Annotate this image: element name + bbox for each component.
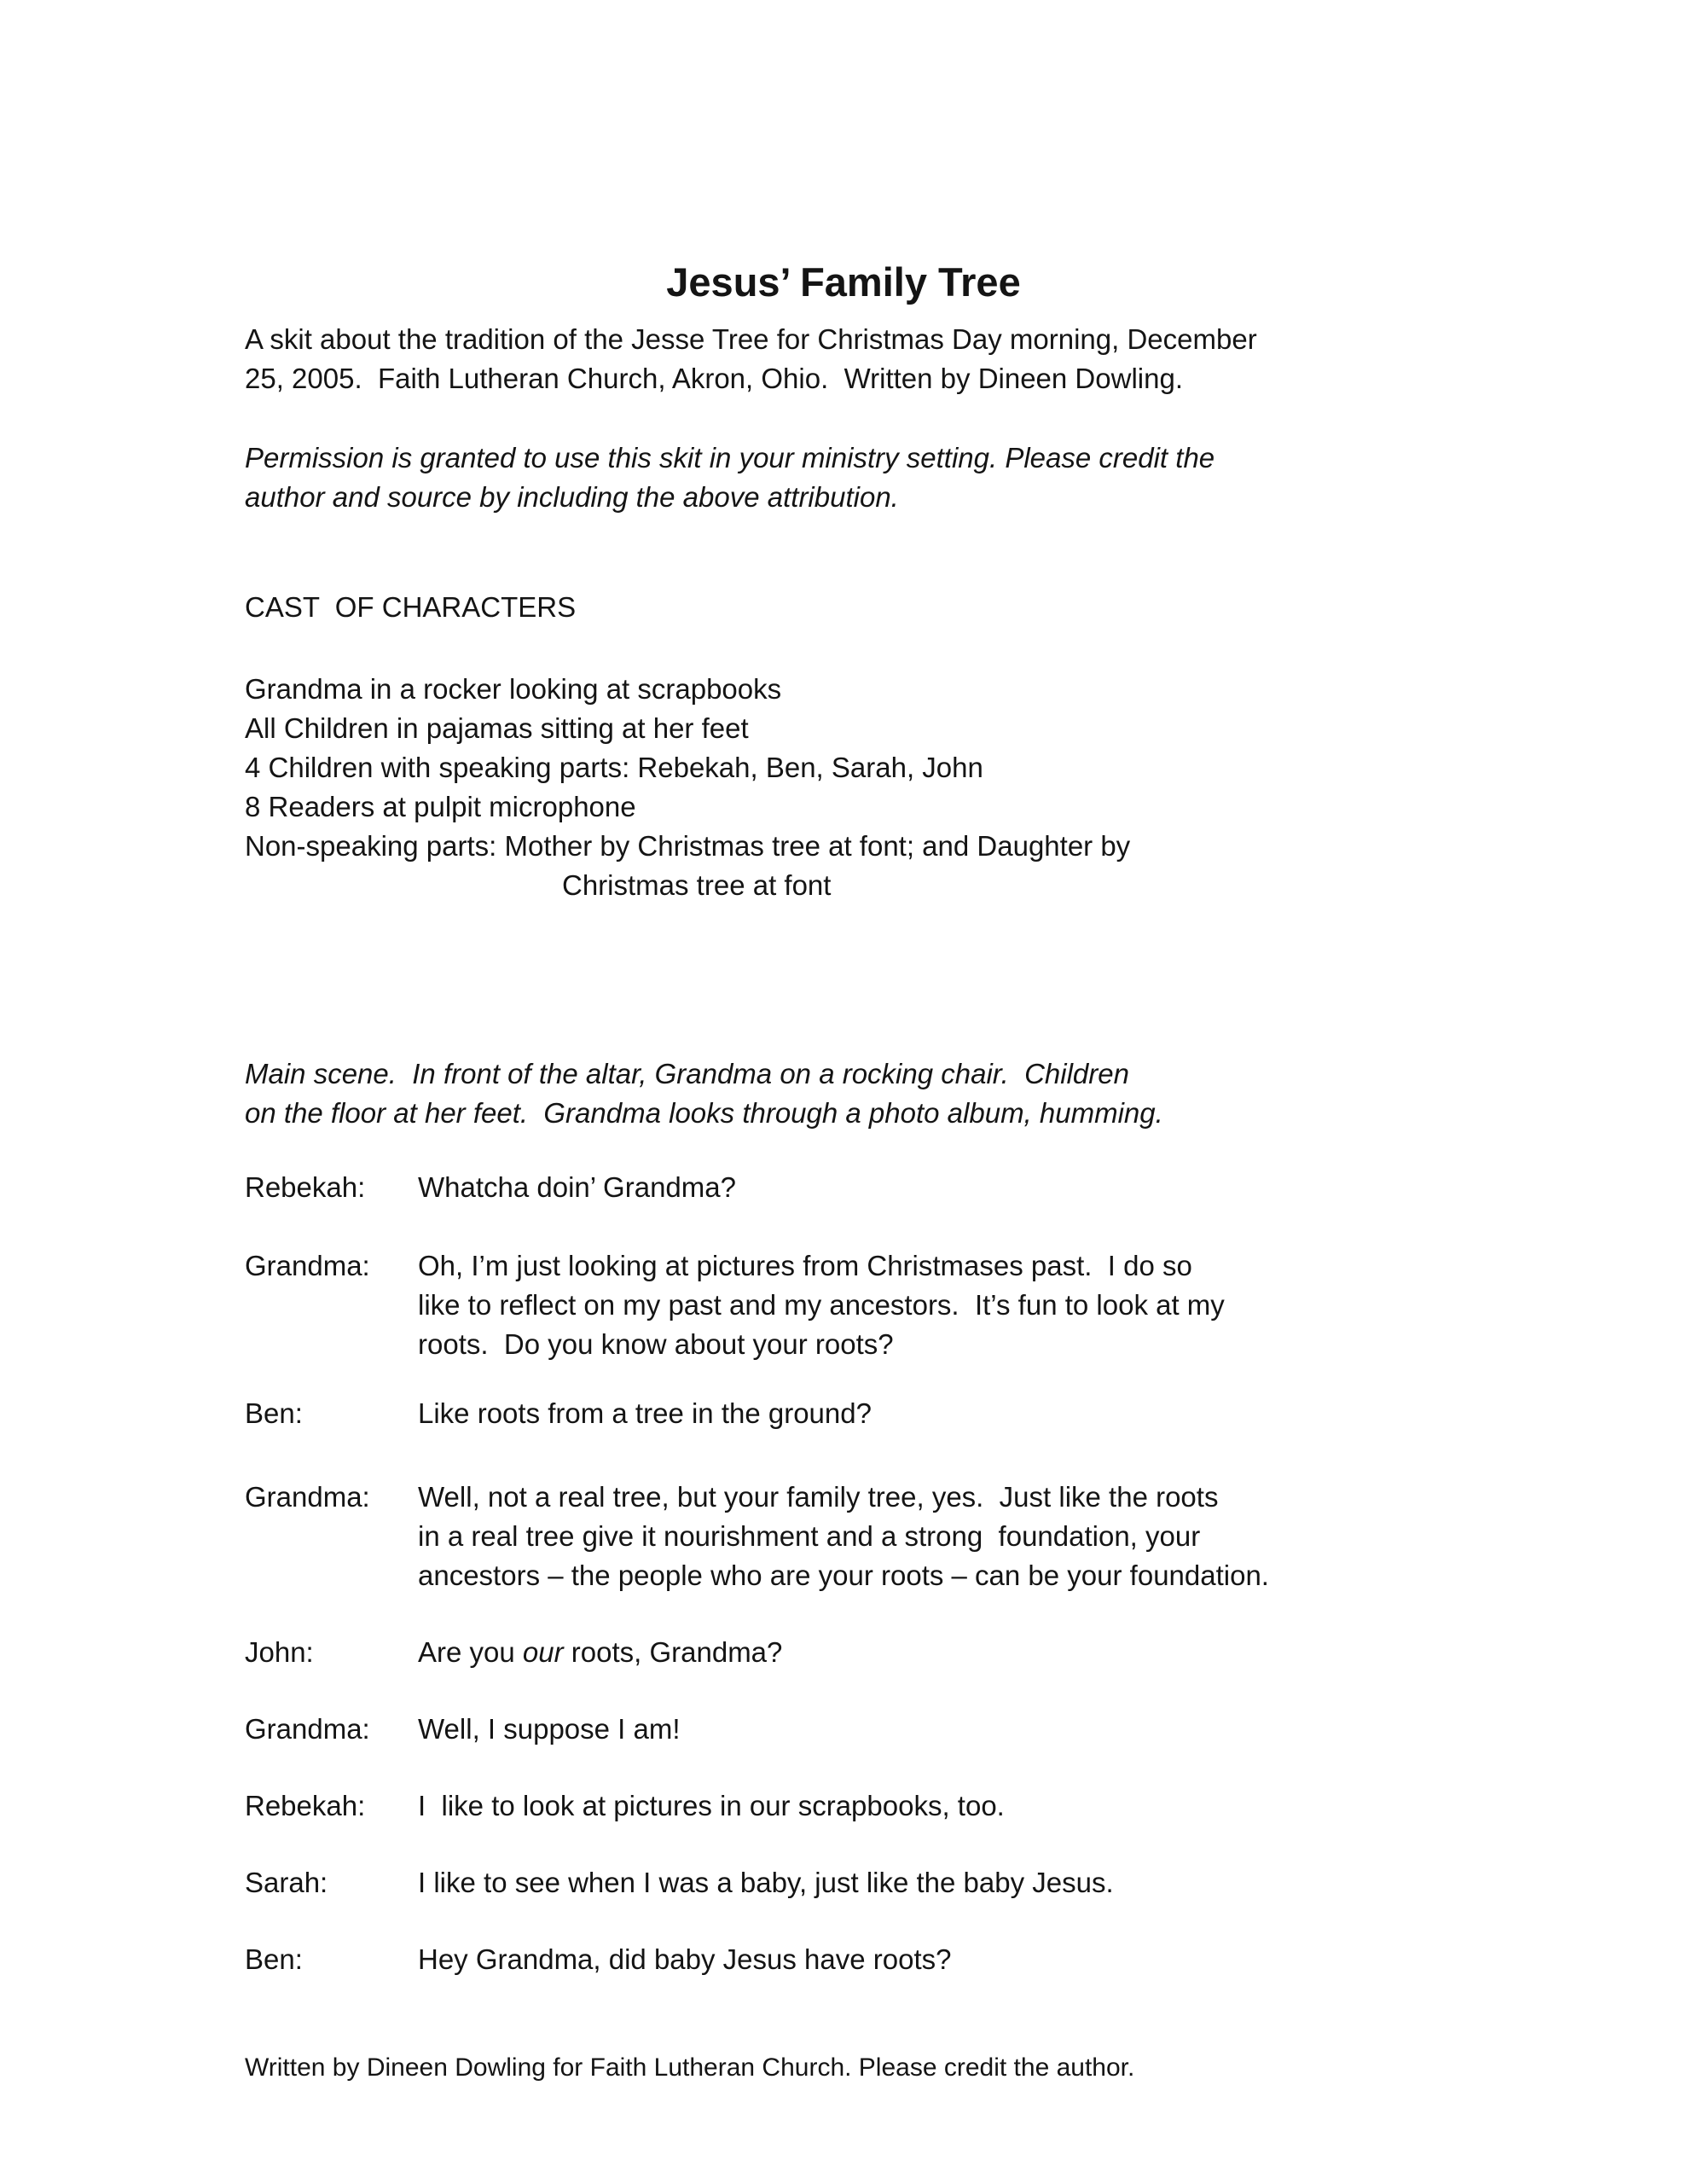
speech-line: Like roots from a tree in the ground? — [418, 1397, 872, 1429]
speech-line: Are you our roots, Grandma? — [418, 1636, 783, 1668]
attribution-line: 25, 2005. Faith Lutheran Church, Akron, Ohio. Written by Dineen Dowling. — [245, 363, 1183, 394]
scene-line: on the floor at her feet. Grandma looks through a photo album, humming. — [245, 1097, 1163, 1129]
attribution-line: A skit about the tradition of the Jesse Tree for Christmas Day morning, December — [245, 323, 1257, 355]
speaker-label: John: — [245, 1636, 314, 1668]
speaker-label: Sarah: — [245, 1867, 328, 1898]
speaker-label: Rebekah: — [245, 1790, 366, 1821]
scene-direction — [245, 1054, 1442, 1133]
speaker-label: Rebekah: — [245, 1171, 366, 1203]
speech-line: Well, I suppose I am! — [418, 1713, 681, 1745]
speech-line: roots. Do you know about your roots? — [418, 1328, 894, 1360]
cast-item: 4 Children with speaking parts: Rebekah, Ben, Sarah, John — [245, 752, 983, 783]
speech-line: I like to look at pictures in our scrapbooks, too. — [418, 1790, 1005, 1821]
dialogue-grandma-3 — [245, 1710, 1442, 1749]
dialogue-rebekah-2 — [245, 1786, 1442, 1826]
permission-paragraph — [245, 439, 1442, 517]
speech-line: ancestors – the people who are your roots – can be your foundation. — [418, 1560, 1269, 1591]
speech-line: like to reflect on my past and my ancestors. It’s fun to look at my — [418, 1289, 1225, 1321]
cast-item: 8 Readers at pulpit microphone — [245, 791, 636, 822]
speech-line: Hey Grandma, did baby Jesus have roots? — [418, 1943, 952, 1975]
permission-line: Permission is granted to use this skit in your ministry setting. Please credit the — [245, 442, 1215, 473]
dialogue-sarah-1 — [245, 1863, 1442, 1902]
cast-heading: CAST OF CHARACTERS — [245, 591, 577, 623]
speech-line: Well, not a real tree, but your family tree, yes. Just like the roots — [418, 1481, 1219, 1513]
emphasized-word: our — [522, 1636, 564, 1668]
scene-line: Main scene. In front of the altar, Grandma on a rocking chair. Children — [245, 1058, 1129, 1089]
speaker-label: Ben: — [245, 1943, 303, 1975]
cast-item: All Children in pajamas sitting at her feet — [245, 712, 749, 744]
cast-list — [245, 670, 1442, 905]
speech-line: I like to see when I was a baby, just like the baby Jesus. — [418, 1867, 1114, 1898]
dialogue-ben-2 — [245, 1940, 1442, 1979]
speech-line: in a real tree give it nourishment and a strong foundation, your — [418, 1520, 1201, 1552]
dialogue-grandma-2 — [245, 1478, 1442, 1595]
cast-item: Grandma in a rocker looking at scrapbooks — [245, 673, 782, 705]
speaker-label: Grandma: — [245, 1481, 370, 1513]
speech-line: Oh, I’m just looking at pictures from Christmases past. I do so — [418, 1250, 1192, 1281]
permission-line: author and source by including the above attribution. — [245, 481, 899, 513]
cast-item: Non-speaking parts: Mother by Christmas tree at font; and Daughter by — [245, 830, 1131, 862]
dialogue-rebekah-1 — [245, 1168, 1442, 1207]
cast-item-wrapped: Christmas tree at font — [562, 869, 832, 901]
dialogue-ben-1 — [245, 1394, 1442, 1433]
page-title: Jesus’ Family Tree — [666, 259, 1021, 305]
attribution-paragraph — [245, 320, 1442, 398]
footer-credit: Written by Dineen Dowling for Faith Lutheran Church. Please credit the author. — [245, 2053, 1135, 2082]
speech-line: Whatcha doin’ Grandma? — [418, 1171, 736, 1203]
speaker-label: Grandma: — [245, 1713, 370, 1745]
dialogue-john-1 — [245, 1633, 1442, 1672]
dialogue-grandma-1 — [245, 1246, 1442, 1364]
speaker-label: Grandma: — [245, 1250, 370, 1281]
speaker-label: Ben: — [245, 1397, 303, 1429]
